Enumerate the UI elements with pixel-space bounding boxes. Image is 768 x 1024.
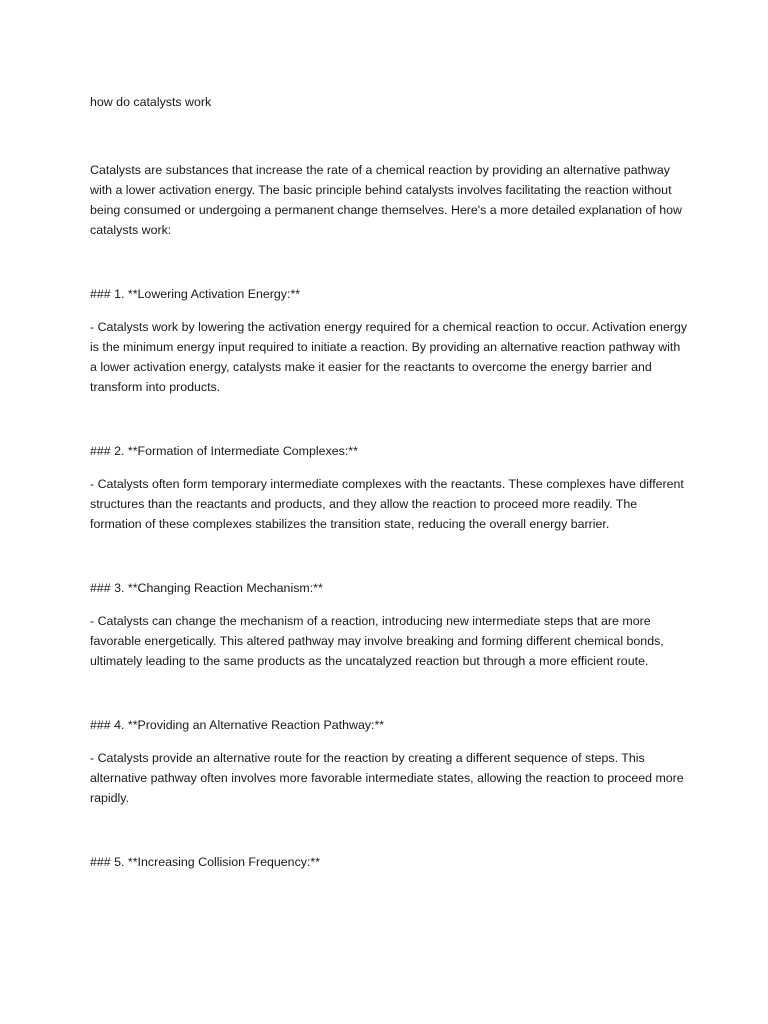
section-body: - Catalysts provide an alternative route for the reaction by creating a different sequence of steps. This alternative pathway often involves more favorable intermediate states, allowing the reaction to proceed more rapidly. [90, 751, 684, 805]
section-body: - Catalysts work by lowering the activation energy required for a chemical reaction to occur. Activation energy is the minimum energy input required to initiate a reaction. By providing an alternative reaction pathway with a lower activation energy, catalysts make it easier for the reactants to overcome the energy barrier and transform into products. [90, 320, 688, 394]
section-body: - Catalysts often form temporary intermediate complexes with the reactants. These complexes have different structures than the reactants and products, and they allow the reaction to proceed more readily. The formation of these complexes stabilizes the transition state, reducing the overall energy barrier. [90, 477, 684, 531]
section-heading: ### 3. **Changing Reaction Mechanism:** [90, 581, 323, 595]
section-3 [90, 578, 690, 671]
section-4 [90, 715, 690, 808]
section-1 [90, 284, 690, 397]
section-heading: ### 2. **Formation of Intermediate Complexes:** [90, 444, 358, 458]
section-2 [90, 441, 690, 534]
section-heading: ### 4. **Providing an Alternative Reaction Pathway:** [90, 718, 385, 732]
document-page [90, 92, 690, 916]
section-heading: ### 1. **Lowering Activation Energy:** [90, 287, 301, 301]
section-heading: ### 5. **Increasing Collision Frequency:** [90, 855, 321, 869]
section-5 [90, 852, 690, 872]
section-body: - Catalysts can change the mechanism of a reaction, introducing new intermediate steps that are more favorable energetically. This altered pathway may involve breaking and forming different chemical bonds, ultimately leading to the same products as the uncatalyzed reaction but through a more efficient route. [90, 614, 664, 668]
document-intro: Catalysts are substances that increase the rate of a chemical reaction by providing an alternative pathway with a lower activation energy. The basic principle behind catalysts involves facilitating the reaction without being consumed or undergoing a permanent change themselves. Here's a more detailed explanation of how catalysts work: [90, 163, 682, 237]
document-query: how do catalysts work [90, 95, 212, 109]
